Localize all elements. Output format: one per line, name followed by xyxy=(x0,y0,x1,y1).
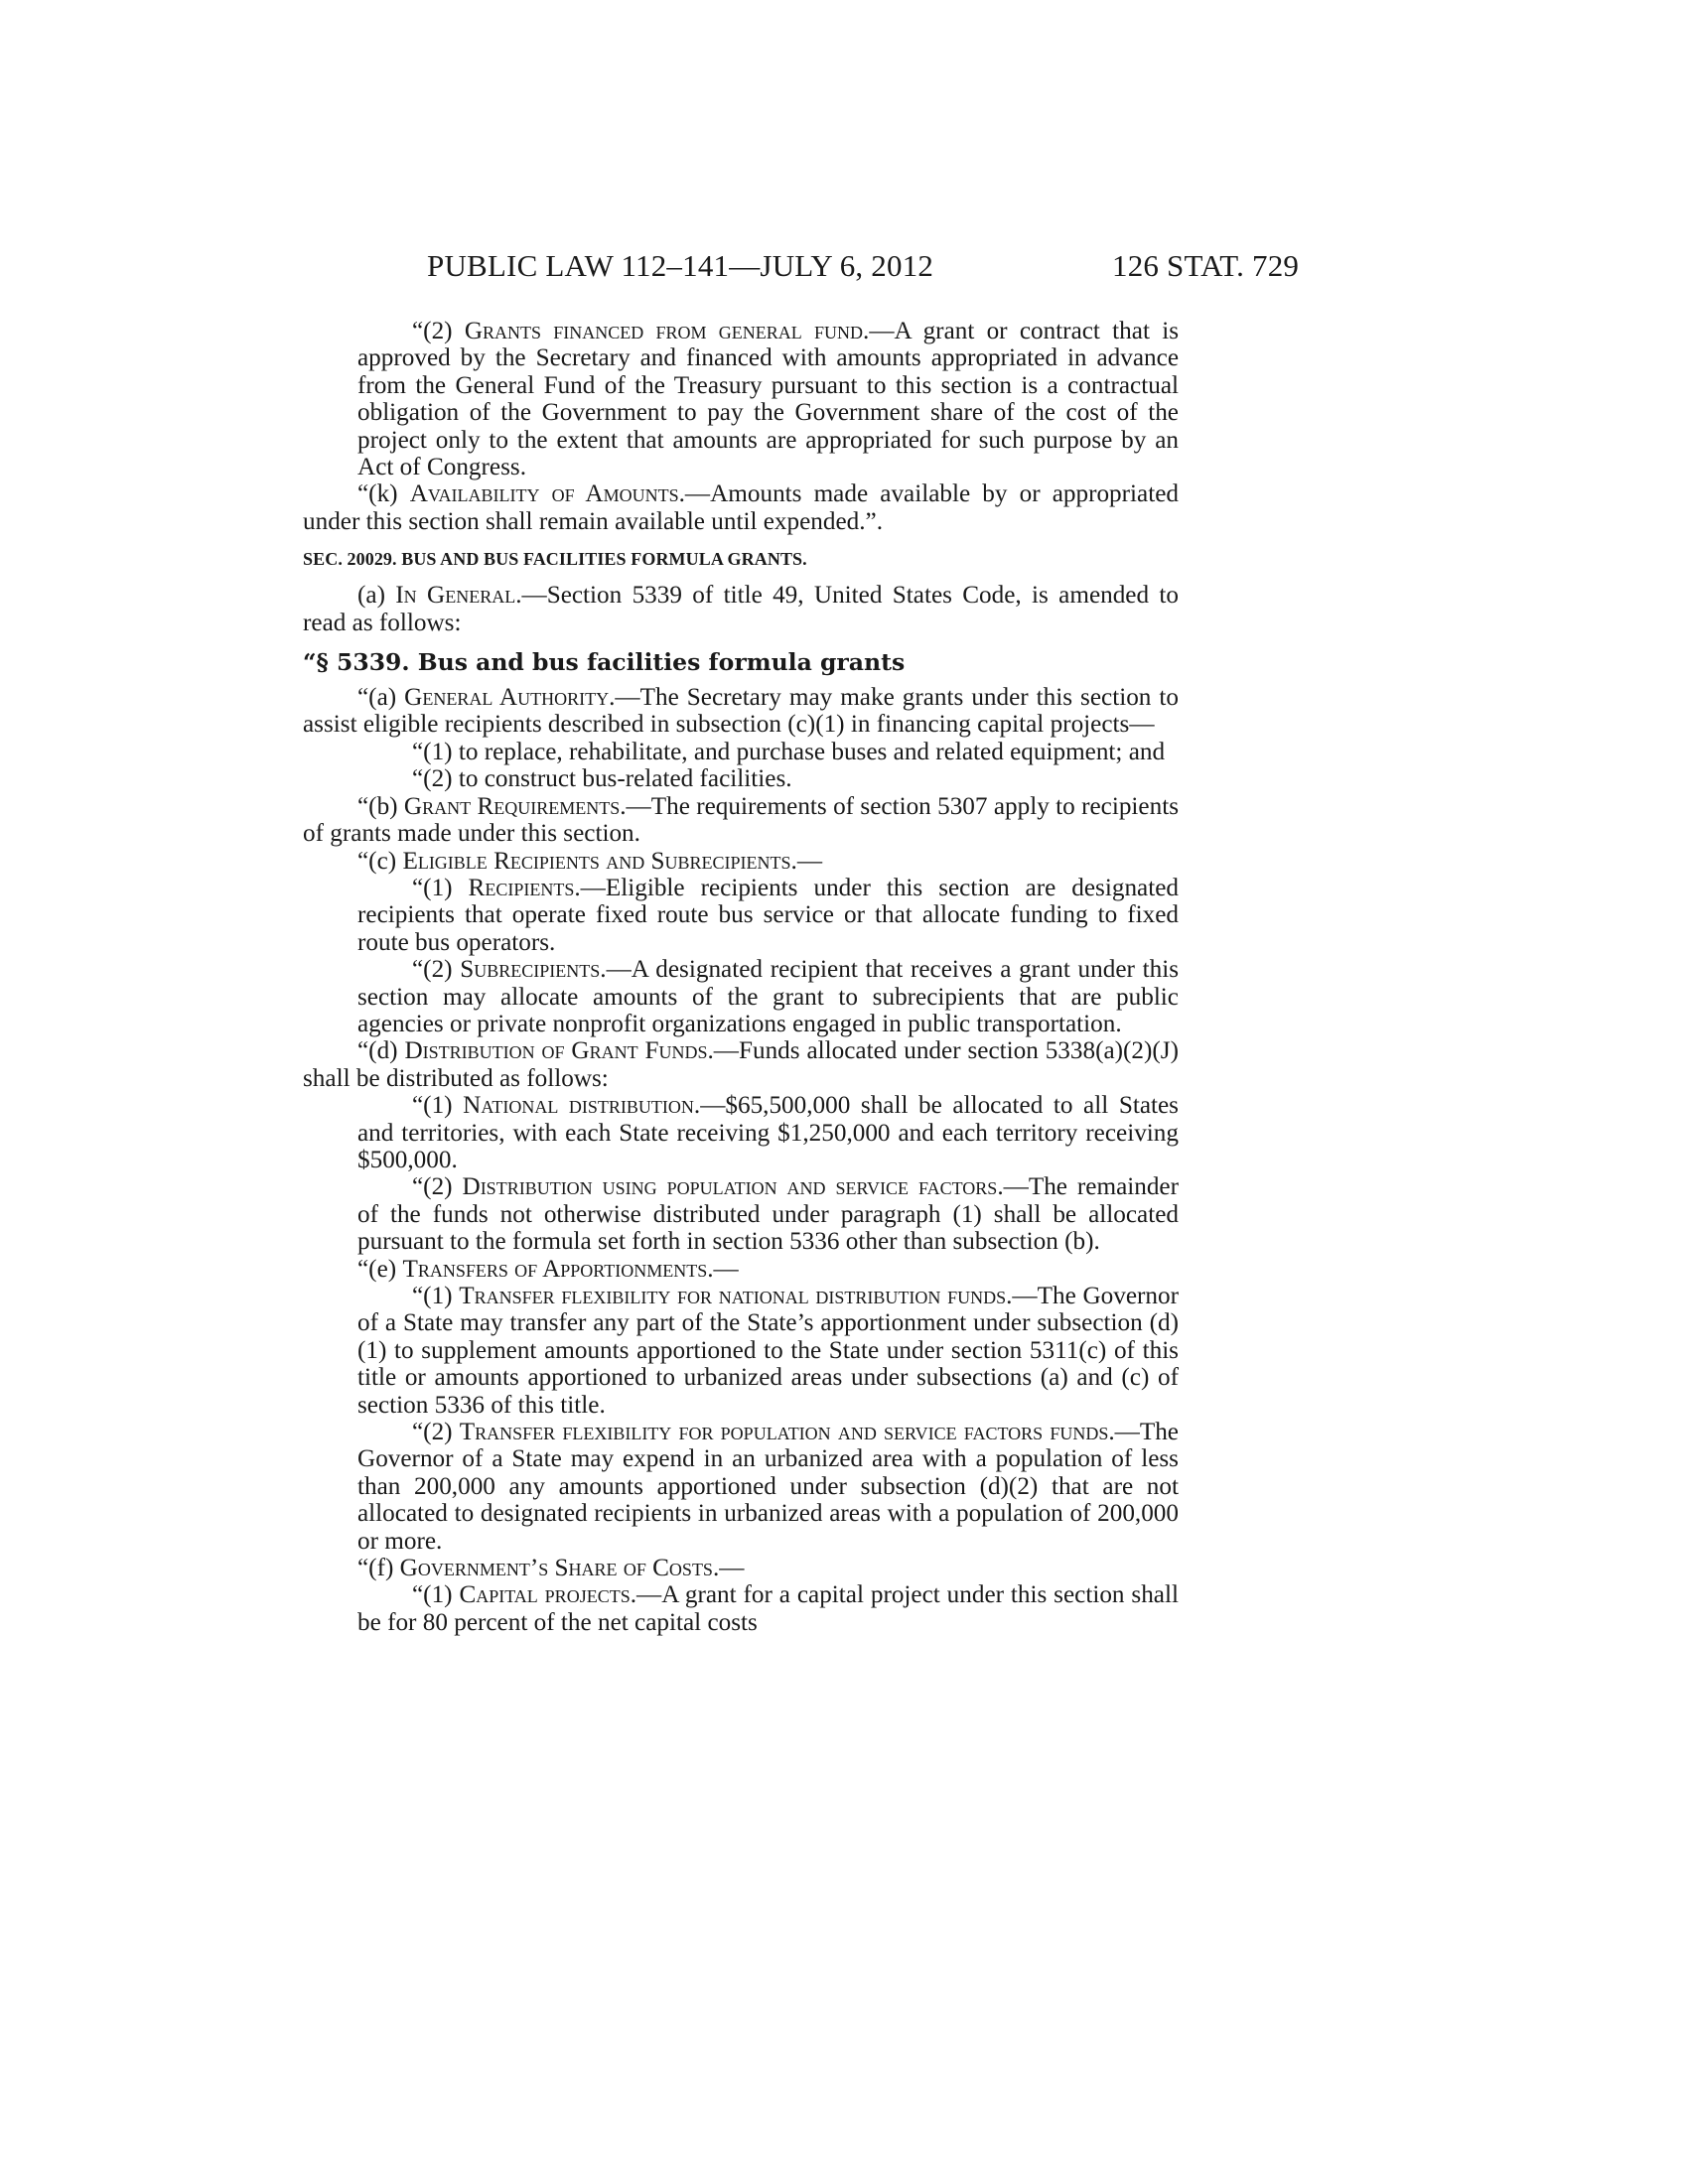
section-heading: SEC. 20029. BUS AND BUS FACILITIES FORMULA GRANTS. xyxy=(303,549,807,570)
paragraph-heading: Capital projects xyxy=(459,1581,631,1609)
subsection-heading: Grant Requirements xyxy=(403,792,621,820)
stat-page-reference: 126 STAT. 729 xyxy=(1112,248,1300,283)
paragraph-heading: Grants financed from general fund xyxy=(464,318,864,344)
paragraph-e1: “(1) Transfer flexibility for national distribution funds.—The Governor of a State may transfer any part of the State’s apportionment under subsection (d)(1) to supplement amounts apportioned to the State under section 5311(c) of this title or amounts apportioned to urbanized areas under subsections (a) and (c) of section 5336 of this title. xyxy=(357,1283,1179,1419)
paragraph-e2: “(2) Transfer flexibility for population and service factors funds.—The Governor of a State may expend in an urbanized area with a population of less than 200,000 any amounts apportioned under subsection (d)(2) that are not allocated to designated recipients in urbanized areas with a population of 200,000 or more. xyxy=(357,1419,1179,1555)
subsection-b: “(b) Grant Requirements.—The requirements of section 5307 apply to recipients of grants made under this section. xyxy=(303,792,1179,848)
page-header xyxy=(0,0,1688,298)
statute-body xyxy=(303,318,1179,1636)
subsection-a: “(a) General Authority.—The Secretary may make grants under this section to assist eligible recipients described in subsection (c)(1) in financing capital projects— xyxy=(303,684,1179,739)
subsection-heading: In General xyxy=(395,582,516,610)
paragraph-d2: “(2) Distribution using population and service factors.—The remainder of the funds not otherwise distributed under paragraph (1) shall be allocated pursuant to the formula set forth in section 5336 other than subsection (b). xyxy=(357,1173,1180,1256)
subsection-f: “(f) Government’s Share of Costs.— xyxy=(357,1555,745,1582)
paragraph-c1: “(1) Recipients.—Eligible recipients under this section are designated recipients that operate fixed route bus service or that allocate funding to fixed route bus operators. xyxy=(357,874,1179,956)
subsection-heading: Distribution of Grant Funds xyxy=(404,1037,708,1065)
subsection-heading: Transfers of Apportionments xyxy=(402,1255,708,1283)
subsection-k: “(k) Availability of Amounts.—Amounts made available by or appropriated under this section shall remain available until expended.”. xyxy=(303,480,1179,535)
subsection-heading: Availability of Amounts xyxy=(409,480,679,508)
paragraph-heading: Recipients xyxy=(468,874,575,901)
subsection-d: “(d) Distribution of Grant Funds.—Funds allocated under section 5338(a)(2)(J) shall be distributed as follows: xyxy=(303,1037,1179,1092)
paragraph-a1: “(1) to replace, rehabilitate, and purchase buses and related equipment; and xyxy=(412,738,1166,765)
subsection-heading: Government’s Share of Costs xyxy=(399,1555,713,1582)
paragraph-heading: Subrecipients xyxy=(460,956,601,984)
paragraph-j2: “(2) Grants financed from general fund.—A grant or contract that is approved by the Secretary and financed with amounts appropriated in advance from the General Fund of the Treasury pursuant to this section is a contractual obligation of the Government to pay the Government share of the cost of the project only to the extent that amounts are appropriated for such purpose by an Act of Congress. xyxy=(357,318,1180,481)
paragraph-heading: Distribution using population and service factors xyxy=(462,1173,998,1201)
subsection-c: “(c) Eligible Recipients and Subrecipients.— xyxy=(357,847,822,875)
subsection-in-general: (a) In General.—Section 5339 of title 49, United States Code, is amended to read as follows: xyxy=(303,582,1180,636)
subsection-heading: General Authority xyxy=(404,684,610,712)
running-head: PUBLIC LAW 112–141—JULY 6, 2012 xyxy=(427,248,934,283)
paragraph-d1: “(1) National distribution.—$65,500,000 shall be allocated to all States and territories, with each State receiving $1,250,000 and each territory receiving $500,000. xyxy=(357,1092,1179,1173)
subsection-heading: Eligible Recipients and Subrecipients xyxy=(402,847,791,875)
subsection-e: “(e) Transfers of Apportionments.— xyxy=(357,1255,739,1283)
code-section-heading: “§ 5339. Bus and bus facilities formula grants xyxy=(303,648,906,677)
paragraph-c2: “(2) Subrecipients.—A designated recipient that receives a grant under this section may allocate amounts of the grant to subrecipients that are public agencies or private nonprofit organizations engaged in public transportation. xyxy=(357,956,1179,1037)
paragraph-heading: Transfer flexibility for national distribution funds xyxy=(459,1283,1007,1309)
paragraph-f1: “(1) Capital projects.—A grant for a capital project under this section shall be for 80 percent of the net capital costs xyxy=(357,1581,1179,1636)
paragraph-a2: “(2) to construct bus-related facilities. xyxy=(412,765,792,793)
paragraph-heading: Transfer flexibility for population and service factors funds xyxy=(459,1419,1109,1446)
paragraph-heading: National distribution xyxy=(463,1092,694,1120)
